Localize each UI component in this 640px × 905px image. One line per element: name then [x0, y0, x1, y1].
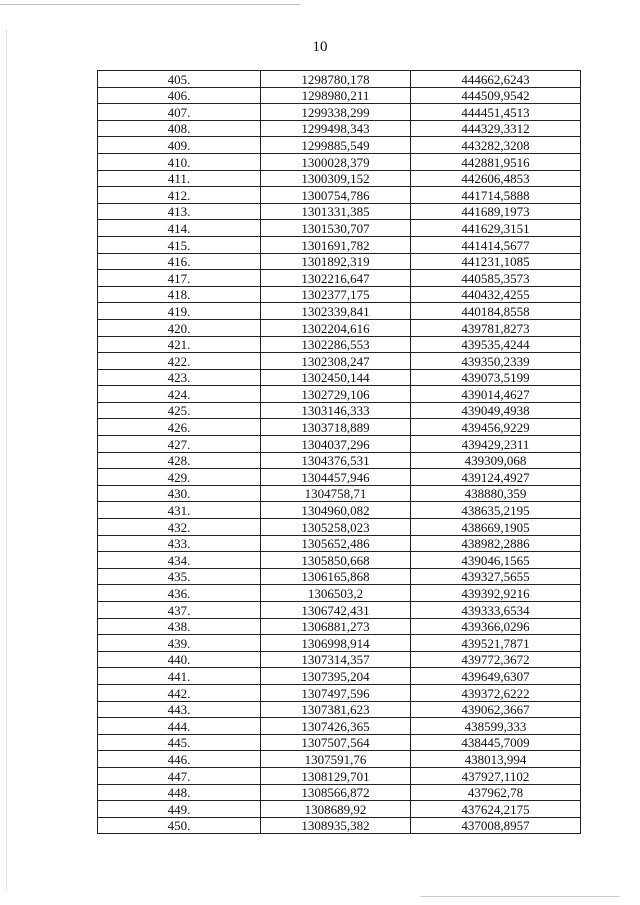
- table-row: [98, 568, 581, 585]
- point-number-cell: 444.: [98, 718, 261, 735]
- y-coordinate-cell: 442881,9516: [411, 153, 581, 170]
- scan-edge-line: [0, 4, 300, 5]
- y-coordinate-cell: 439366,0296: [411, 618, 581, 635]
- point-number-cell: 416.: [98, 253, 261, 270]
- point-number-cell: 414.: [98, 220, 261, 237]
- table-row: [98, 336, 581, 353]
- point-number-cell: 425.: [98, 402, 261, 419]
- table-row: [98, 817, 581, 834]
- point-number-cell: 431.: [98, 502, 261, 519]
- table-row: [98, 120, 581, 137]
- point-number-cell: 409.: [98, 137, 261, 154]
- table-row: [98, 535, 581, 552]
- x-coordinate-cell: 1301892,319: [261, 253, 411, 270]
- x-coordinate-cell: 1301691,782: [261, 236, 411, 253]
- x-coordinate-cell: 1302216,647: [261, 270, 411, 287]
- table-row: [98, 104, 581, 121]
- x-coordinate-cell: 1301331,385: [261, 203, 411, 220]
- y-coordinate-cell: 439649,6307: [411, 668, 581, 685]
- point-number-cell: 450.: [98, 817, 261, 834]
- y-coordinate-cell: 437927,1102: [411, 767, 581, 784]
- y-coordinate-cell: 439535,4244: [411, 336, 581, 353]
- x-coordinate-cell: 1308566,872: [261, 784, 411, 801]
- y-coordinate-cell: 441414,5677: [411, 236, 581, 253]
- x-coordinate-cell: 1303718,889: [261, 419, 411, 436]
- y-coordinate-cell: 440432,4255: [411, 286, 581, 303]
- point-number-cell: 406.: [98, 87, 261, 104]
- y-coordinate-cell: 439073,5199: [411, 369, 581, 386]
- y-coordinate-cell: 437624,2175: [411, 801, 581, 818]
- x-coordinate-cell: 1301530,707: [261, 220, 411, 237]
- table-row: [98, 253, 581, 270]
- y-coordinate-cell: 438013,994: [411, 751, 581, 768]
- x-coordinate-cell: 1298980,211: [261, 87, 411, 104]
- point-number-cell: 442.: [98, 684, 261, 701]
- table-row: [98, 319, 581, 336]
- x-coordinate-cell: 1304758,71: [261, 485, 411, 502]
- x-coordinate-cell: 1302450,144: [261, 369, 411, 386]
- table-row: [98, 718, 581, 735]
- x-coordinate-cell: 1306998,914: [261, 635, 411, 652]
- y-coordinate-cell: 438982,2886: [411, 535, 581, 552]
- y-coordinate-cell: 439327,5655: [411, 568, 581, 585]
- y-coordinate-cell: 439392,9216: [411, 585, 581, 602]
- table-row: [98, 436, 581, 453]
- x-coordinate-cell: 1305850,668: [261, 552, 411, 569]
- y-coordinate-cell: 444329,3312: [411, 120, 581, 137]
- x-coordinate-cell: 1305258,023: [261, 519, 411, 536]
- table-row: [98, 270, 581, 287]
- point-number-cell: 408.: [98, 120, 261, 137]
- scan-edge-line-bottom: [420, 896, 620, 897]
- x-coordinate-cell: 1307426,365: [261, 718, 411, 735]
- table-row: [98, 469, 581, 486]
- y-coordinate-cell: 440184,8558: [411, 303, 581, 320]
- table-row: [98, 519, 581, 536]
- coordinates-table: [97, 70, 581, 834]
- x-coordinate-cell: 1299498,343: [261, 120, 411, 137]
- x-coordinate-cell: 1298780,178: [261, 71, 411, 88]
- point-number-cell: 423.: [98, 369, 261, 386]
- table-row: [98, 220, 581, 237]
- x-coordinate-cell: 1304037,296: [261, 436, 411, 453]
- table-row: [98, 170, 581, 187]
- table-row: [98, 236, 581, 253]
- table-row: [98, 651, 581, 668]
- y-coordinate-cell: 439772,3672: [411, 651, 581, 668]
- point-number-cell: 415.: [98, 236, 261, 253]
- x-coordinate-cell: 1307591,76: [261, 751, 411, 768]
- table-row: [98, 701, 581, 718]
- point-number-cell: 426.: [98, 419, 261, 436]
- table-row: [98, 635, 581, 652]
- x-coordinate-cell: 1307395,204: [261, 668, 411, 685]
- y-coordinate-cell: 439372,6222: [411, 684, 581, 701]
- y-coordinate-cell: 439309,068: [411, 452, 581, 469]
- point-number-cell: 443.: [98, 701, 261, 718]
- point-number-cell: 446.: [98, 751, 261, 768]
- x-coordinate-cell: 1308129,701: [261, 767, 411, 784]
- y-coordinate-cell: 439456,9229: [411, 419, 581, 436]
- y-coordinate-cell: 440585,3573: [411, 270, 581, 287]
- table-row: [98, 419, 581, 436]
- x-coordinate-cell: 1306742,431: [261, 602, 411, 619]
- table-row: [98, 585, 581, 602]
- x-coordinate-cell: 1302377,175: [261, 286, 411, 303]
- point-number-cell: 441.: [98, 668, 261, 685]
- y-coordinate-cell: 441714,5888: [411, 187, 581, 204]
- x-coordinate-cell: 1302308,247: [261, 353, 411, 370]
- table-row: [98, 784, 581, 801]
- point-number-cell: 407.: [98, 104, 261, 121]
- y-coordinate-cell: 439046,1565: [411, 552, 581, 569]
- point-number-cell: 435.: [98, 568, 261, 585]
- y-coordinate-cell: 441629,3151: [411, 220, 581, 237]
- point-number-cell: 422.: [98, 353, 261, 370]
- table-row: [98, 153, 581, 170]
- x-coordinate-cell: 1308689,92: [261, 801, 411, 818]
- y-coordinate-cell: 439014,4627: [411, 386, 581, 403]
- x-coordinate-cell: 1308935,382: [261, 817, 411, 834]
- y-coordinate-cell: 444509,9542: [411, 87, 581, 104]
- x-coordinate-cell: 1300309,152: [261, 170, 411, 187]
- point-number-cell: 410.: [98, 153, 261, 170]
- point-number-cell: 424.: [98, 386, 261, 403]
- table-row: [98, 502, 581, 519]
- point-number-cell: 447.: [98, 767, 261, 784]
- x-coordinate-cell: 1307507,564: [261, 734, 411, 751]
- table-row: [98, 602, 581, 619]
- table-row: [98, 303, 581, 320]
- x-coordinate-cell: 1302729,106: [261, 386, 411, 403]
- y-coordinate-cell: 443282,3208: [411, 137, 581, 154]
- table-row: [98, 734, 581, 751]
- point-number-cell: 436.: [98, 585, 261, 602]
- y-coordinate-cell: 438599,333: [411, 718, 581, 735]
- y-coordinate-cell: 439429,2311: [411, 436, 581, 453]
- y-coordinate-cell: 442606,4853: [411, 170, 581, 187]
- point-number-cell: 405.: [98, 71, 261, 88]
- point-number-cell: 429.: [98, 469, 261, 486]
- table-row: [98, 767, 581, 784]
- x-coordinate-cell: 1300028,379: [261, 153, 411, 170]
- y-coordinate-cell: 439333,6534: [411, 602, 581, 619]
- x-coordinate-cell: 1302286,553: [261, 336, 411, 353]
- y-coordinate-cell: 444662,6243: [411, 71, 581, 88]
- y-coordinate-cell: 437008,8957: [411, 817, 581, 834]
- x-coordinate-cell: 1307497,596: [261, 684, 411, 701]
- point-number-cell: 439.: [98, 635, 261, 652]
- point-number-cell: 433.: [98, 535, 261, 552]
- point-number-cell: 419.: [98, 303, 261, 320]
- point-number-cell: 427.: [98, 436, 261, 453]
- y-coordinate-cell: 438669,1905: [411, 519, 581, 536]
- y-coordinate-cell: 439350,2339: [411, 353, 581, 370]
- table-row: [98, 353, 581, 370]
- x-coordinate-cell: 1304960,082: [261, 502, 411, 519]
- y-coordinate-cell: 441689,1973: [411, 203, 581, 220]
- point-number-cell: 448.: [98, 784, 261, 801]
- point-number-cell: 413.: [98, 203, 261, 220]
- table-row: [98, 87, 581, 104]
- point-number-cell: 438.: [98, 618, 261, 635]
- x-coordinate-cell: 1300754,786: [261, 187, 411, 204]
- x-coordinate-cell: 1306503,2: [261, 585, 411, 602]
- point-number-cell: 440.: [98, 651, 261, 668]
- x-coordinate-cell: 1299885,549: [261, 137, 411, 154]
- table-row: [98, 618, 581, 635]
- coordinates-table-body: [98, 71, 581, 834]
- y-coordinate-cell: 438445,7009: [411, 734, 581, 751]
- table-row: [98, 386, 581, 403]
- table-row: [98, 71, 581, 88]
- point-number-cell: 445.: [98, 734, 261, 751]
- page-number: 10: [312, 39, 328, 55]
- point-number-cell: 432.: [98, 519, 261, 536]
- y-coordinate-cell: 439521,7871: [411, 635, 581, 652]
- table-row: [98, 452, 581, 469]
- x-coordinate-cell: 1306165,868: [261, 568, 411, 585]
- point-number-cell: 437.: [98, 602, 261, 619]
- y-coordinate-cell: 439062,3667: [411, 701, 581, 718]
- x-coordinate-cell: 1307381,623: [261, 701, 411, 718]
- x-coordinate-cell: 1304457,946: [261, 469, 411, 486]
- y-coordinate-cell: 438635,2195: [411, 502, 581, 519]
- table-row: [98, 684, 581, 701]
- point-number-cell: 418.: [98, 286, 261, 303]
- y-coordinate-cell: 444451,4513: [411, 104, 581, 121]
- x-coordinate-cell: 1302339,841: [261, 303, 411, 320]
- x-coordinate-cell: 1303146,333: [261, 402, 411, 419]
- table-row: [98, 369, 581, 386]
- y-coordinate-cell: 441231,1085: [411, 253, 581, 270]
- y-coordinate-cell: 437962,78: [411, 784, 581, 801]
- table-row: [98, 137, 581, 154]
- point-number-cell: 421.: [98, 336, 261, 353]
- table-row: [98, 187, 581, 204]
- point-number-cell: 412.: [98, 187, 261, 204]
- y-coordinate-cell: 439781,8273: [411, 319, 581, 336]
- point-number-cell: 420.: [98, 319, 261, 336]
- scan-margin-marks: [6, 30, 7, 890]
- y-coordinate-cell: 439049,4938: [411, 402, 581, 419]
- x-coordinate-cell: 1299338,299: [261, 104, 411, 121]
- table-row: [98, 485, 581, 502]
- point-number-cell: 434.: [98, 552, 261, 569]
- x-coordinate-cell: 1306881,273: [261, 618, 411, 635]
- x-coordinate-cell: 1305652,486: [261, 535, 411, 552]
- table-row: [98, 801, 581, 818]
- table-row: [98, 286, 581, 303]
- point-number-cell: 417.: [98, 270, 261, 287]
- x-coordinate-cell: 1302204,616: [261, 319, 411, 336]
- y-coordinate-cell: 438880,359: [411, 485, 581, 502]
- y-coordinate-cell: 439124,4927: [411, 469, 581, 486]
- point-number-cell: 411.: [98, 170, 261, 187]
- table-row: [98, 751, 581, 768]
- table-row: [98, 203, 581, 220]
- x-coordinate-cell: 1307314,357: [261, 651, 411, 668]
- table-row: [98, 402, 581, 419]
- table-row: [98, 668, 581, 685]
- point-number-cell: 430.: [98, 485, 261, 502]
- x-coordinate-cell: 1304376,531: [261, 452, 411, 469]
- point-number-cell: 449.: [98, 801, 261, 818]
- point-number-cell: 428.: [98, 452, 261, 469]
- table-row: [98, 552, 581, 569]
